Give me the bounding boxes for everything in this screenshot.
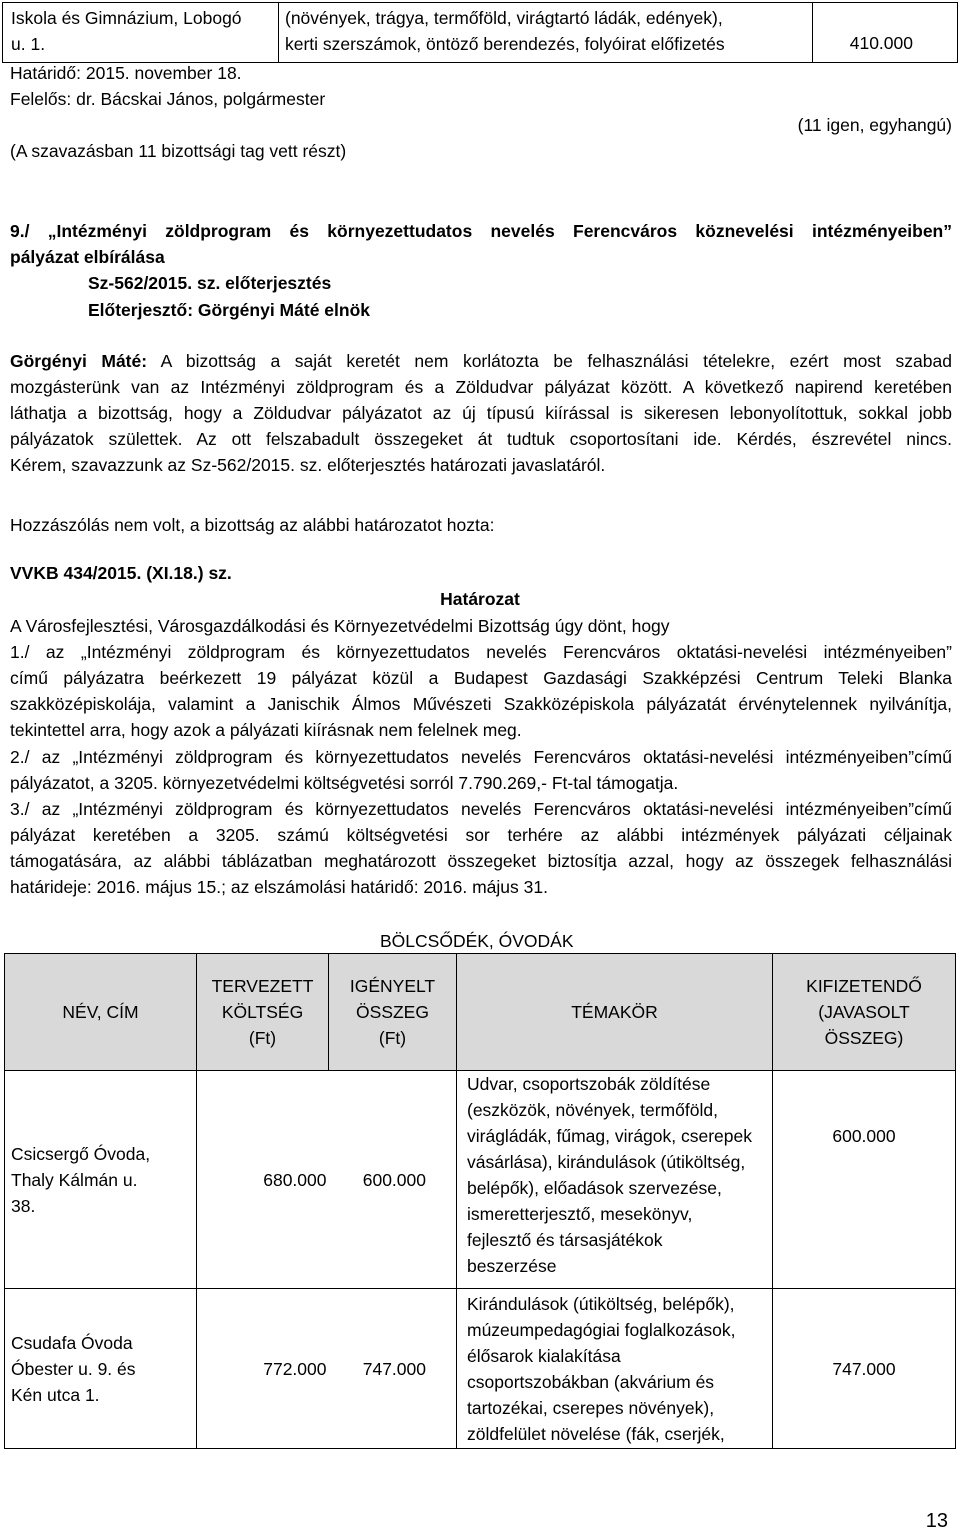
top-table-institution-cell <box>3 3 279 63</box>
table-row <box>5 1071 956 1289</box>
speech-line3: láthatja a bizottság, hogy a Zöldudvar pályázatot az új típusú kiírással is sikeresen lebonyolítottuk, sokkal jobb <box>10 403 952 423</box>
header-planned-cost: TERVEZETT KÖLTSÉG (Ft) <box>197 954 329 1071</box>
header-payout: KIFIZETENDŐ (JAVASOLT ÖSSZEG) <box>773 954 956 1071</box>
participation: (A szavazásban 11 bizottsági tag vett részt) <box>10 141 347 161</box>
item-reference: Sz-562/2015. sz. előterjesztés <box>88 273 332 293</box>
item-title-line1: 9./ „Intézményi zöldprogram és környezettudatos nevelés Ferencváros köznevelési intézményeiben” <box>10 221 952 241</box>
deadline: Határidő: 2015. november 18. <box>10 63 242 83</box>
row-name: Csicsergő Óvoda, Thaly Kálmán u. 38. <box>5 1071 197 1289</box>
header-topic: TÉMAKÖR <box>457 954 773 1071</box>
page-number: 13 <box>925 1510 948 1532</box>
decision-intro: A Városfejlesztési, Városgazdálkodási és Környezetvédelmi Bizottság úgy dönt, hogy <box>10 616 670 636</box>
point1-line1: 1./ az „Intézményi zöldprogram és környezettudatos nevelés Ferencváros oktatási-nevelési intézményeiben” <box>10 642 952 662</box>
responsible: Felelős: dr. Bácskai János, polgármester <box>10 89 326 109</box>
speech-line2: mozgásterünk van az Intézményi zöldprogram és a Zöldudvar pályázat között. A következő napirend keretében <box>10 377 952 397</box>
items-line: kerti szerszámok, öntöző berendezés, folyóirat előfizetés <box>285 34 725 54</box>
table-header-row <box>5 954 956 1071</box>
grants-table <box>4 953 956 1449</box>
table-caption: BÖLCSŐDÉK, ÓVODÁK <box>380 931 574 951</box>
top-table <box>2 2 958 63</box>
speech-line4: pályázatok születtek. Az ott felszabadult összegeket át tudtuk csoportosítani ide. Kérdés, észrevétel nincs. <box>10 429 952 449</box>
row-topic: Kirándulások (útiköltség, belépők), múzeumpedagógiai foglalkozások, élősarok kialakítása csoportszobákban (akvárium és tartozékai, cserepes növények), zöldfelület növelése (fák, cserjék, <box>457 1289 773 1449</box>
row-planned-cost: 772.000 <box>197 1289 329 1449</box>
institution-line: Iskola és Gimnázium, Lobogó <box>11 8 242 28</box>
amount: 410.000 <box>849 33 913 53</box>
point1-line2: című pályázatra beérkezett 19 pályázat közül a Budapest Gazdasági Szakképzési Centrum Teleki Blanka <box>10 668 952 688</box>
speech-line5: Kérem, szavazzunk az Sz-562/2015. sz. előterjesztés határozati javaslatáról. <box>10 455 606 475</box>
institution-line: u. 1. <box>11 34 46 54</box>
speaker-name: Görgényi Máté: <box>10 351 148 371</box>
decision-title: Határozat <box>440 589 520 609</box>
point2-line1: 2./ az „Intézményi zöldprogram és környezettudatos nevelés Ferencváros oktatási-nevelési intézményeiben”című <box>10 747 952 767</box>
point1-line4: tekintettel arra, hogy azok a pályázati kiírásnak nem felelnek meg. <box>10 720 522 740</box>
decision-number: VVKB 434/2015. (XI.18.) sz. <box>10 563 232 583</box>
item-title-line2: pályázat elbírálása <box>10 247 165 267</box>
row-name: Csudafa Óvoda Óbester u. 9. és Kén utca 1. <box>5 1289 197 1449</box>
row-requested-amount: 747.000 <box>329 1289 457 1449</box>
row-requested-amount: 600.000 <box>329 1071 457 1289</box>
point1-line3: szakközépiskolája, valamint a Janischik Álmos Művészeti Szakközépiskola pályázatát érvénytelennek nyilvánítja, <box>10 694 952 714</box>
row-topic: Udvar, csoportszobák zöldítése (eszközök, növények, termőföld, virágládák, fűmag, virágok, cserepek vásárlása), kirándulások (útiköltség, belépők), előadások szervezése, ismeretterjesztő, mesekönyv, fejlesztő és társasjátékok beszerzése <box>457 1071 773 1289</box>
row-payout: 747.000 <box>773 1289 956 1449</box>
speech-text: A bizottság a saját keretét nem korlátozta be felhasználási tételekre, ezért most szabad <box>160 351 952 371</box>
point3-line4: határideje: 2016. május 15.; az elszámolási határidő: 2016. május 31. <box>10 877 548 897</box>
table-row <box>5 1289 956 1449</box>
item-presenter: Előterjesztő: Görgényi Máté elnök <box>88 300 370 320</box>
no-comment-note: Hozzászólás nem volt, a bizottság az alábbi határozatot hozta: <box>10 515 495 535</box>
top-table-items-cell <box>279 3 813 63</box>
point3-line2: pályázat keretében a 3205. számú költségvetési sor terhére az alábbi intézmények pályázati céljainak <box>10 825 952 845</box>
items-line: (növények, trágya, termőföld, virágtartó ládák, edények), <box>285 8 723 28</box>
row-planned-cost: 680.000 <box>197 1071 329 1289</box>
row-payout: 600.000 <box>773 1071 956 1289</box>
header-requested-amount: IGÉNYELT ÖSSZEG (Ft) <box>329 954 457 1071</box>
point2-line2: pályázatot, a 3205. környezetvédelmi költségvetési sorról 7.790.269,- Ft-tal támogatja. <box>10 773 679 793</box>
vote-result: (11 igen, egyhangú) <box>797 115 952 135</box>
header-name: NÉV, CÍM <box>5 954 197 1071</box>
speech-line1 <box>10 348 952 374</box>
top-table-amount-cell <box>813 3 958 63</box>
point3-line3: támogatására, az alábbi táblázatban meghatározott összegeket biztosítja azzal, hogy az összegek felhasználási <box>10 851 952 871</box>
point3-line1: 3./ az „Intézményi zöldprogram és környezettudatos nevelés Ferencváros oktatási-nevelési intézményeiben”című <box>10 799 952 819</box>
